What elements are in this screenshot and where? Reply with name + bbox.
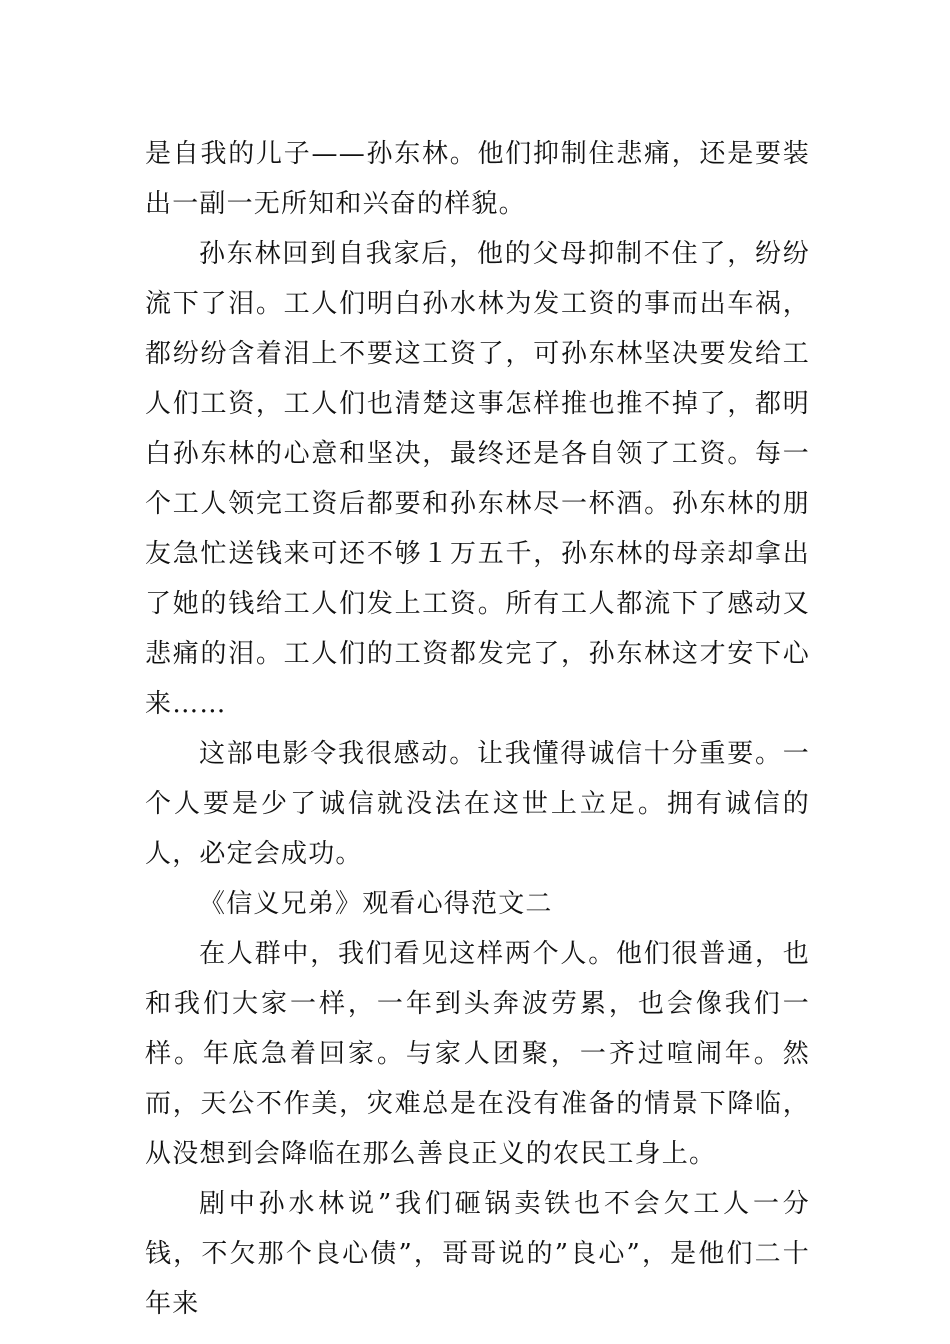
paragraph-reflection: 这部电影令我很感动。让我懂得诚信十分重要。一个人要是少了诚信就没法在这世上立足。拥有诚信的人，必定会成功。 [145,739,810,869]
section-heading: 《信义兄弟》观看心得范文二 [199,889,553,919]
paragraph-continuation: 是自我的儿子——孙东林。他们抑制住悲痛，还是要装出一副一无所知和兴奋的样貌。 [145,139,810,219]
paragraph-quote: 剧中孙水林说”我们砸锅卖铁也不会欠工人一分钱，不欠那个良心债”，哥哥说的”良心”，是他们二十年来 [145,1189,810,1319]
paragraph-story: 孙东林回到自我家后，他的父母抑制不住了，纷纷流下了泪。工人们明白孙水林为发工资的事而出车祸，都纷纷含着泪上不要这工资了，可孙东林坚决要发给工人们工资，工人们也清楚这事怎样推也推不掉了，都明白孙东林的心意和坚决，最终还是各自领了工资。每一个工人领完工资后都要和孙东林尽一杯酒。孙东林的朋友急忙送钱来可还不够１万五千，孙东林的母亲却拿出了她的钱给工人们发上工资。所有工人都流下了感动又悲痛的泪。工人们的工资都发完了，孙东林这才安下心来…… [145,239,810,719]
document-body [145,129,810,1329]
paragraph-intro: 在人群中，我们看见这样两个人。他们很普通，也和我们大家一样，一年到头奔波劳累，也会像我们一样。年底急着回家。与家人团聚，一齐过喧闹年。然而，天公不作美，灾难总是在没有准备的情景下降临，从没想到会降临在那么善良正义的农民工身上。 [145,939,810,1169]
